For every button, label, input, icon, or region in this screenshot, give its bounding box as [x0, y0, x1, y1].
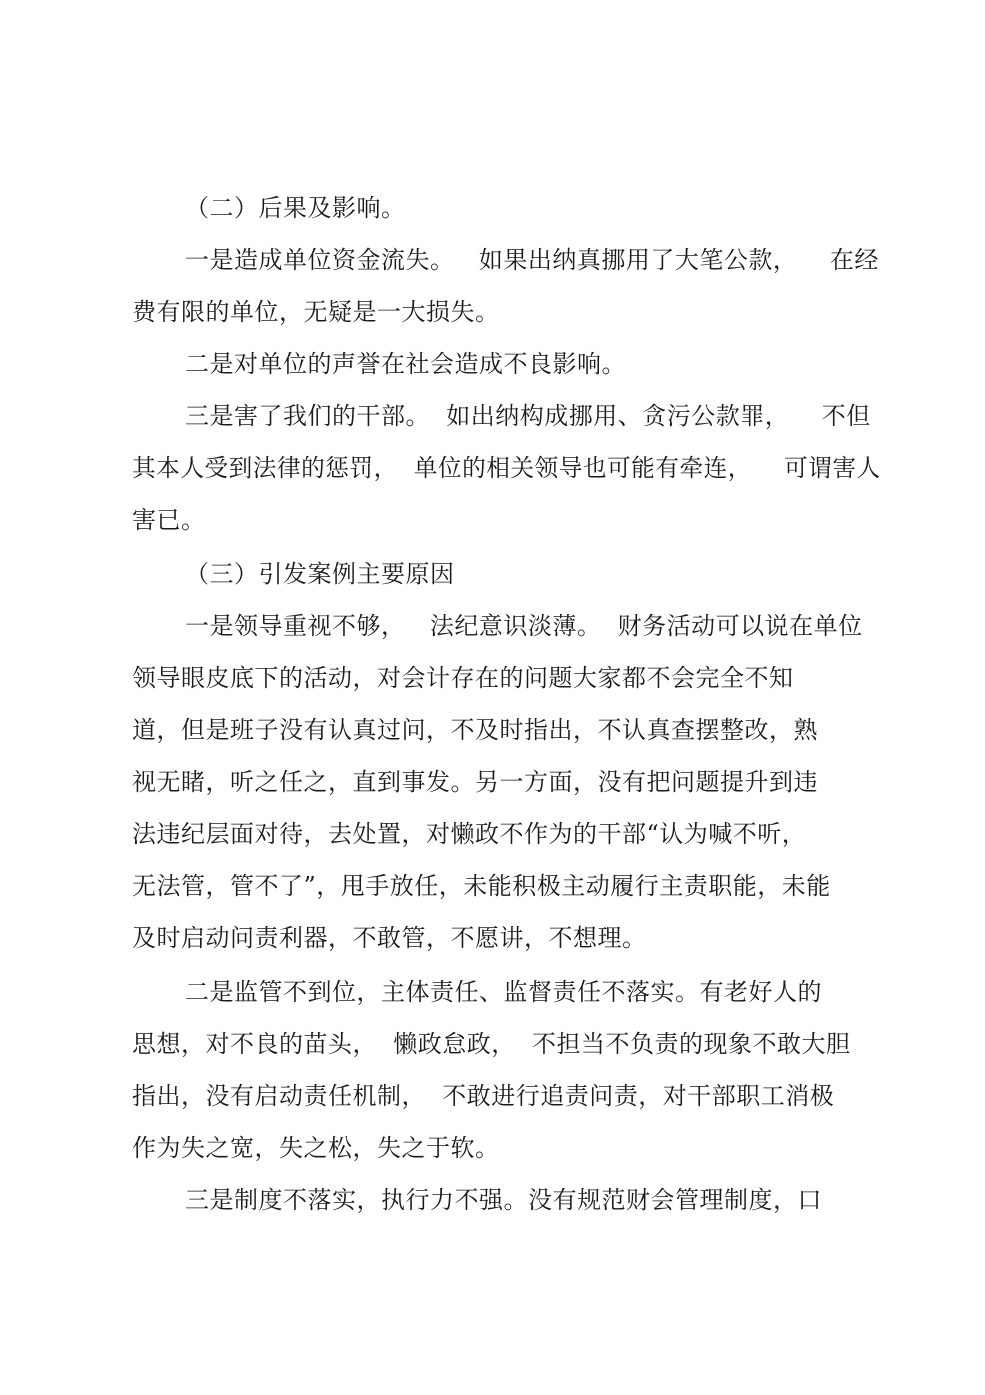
paragraph-line: 法违纪层面对待，去处置，对懒政不作为的干部“认为喊不听， [132, 820, 807, 848]
paragraph-line: 指出，没有启动责任机制， 不敢进行追责问责，对干部职工消极 [132, 1082, 835, 1110]
section-heading-causes: （三）引发案例主要原因 [185, 560, 455, 588]
paragraph-line: 一是造成单位资金流失。 如果出纳真挪用了大笔公款， 在经 [185, 246, 879, 274]
paragraph-line: 道，但是班子没有认真过问，不及时指出，不认真查摆整改，熟 [132, 716, 818, 744]
paragraph-line: 二是监管不到位，主体责任、监督责任不落实。有老好人的 [185, 978, 822, 1006]
paragraph-line: 三是害了我们的干部。 如出纳构成挪用、贪污公款罪， 不但 [185, 402, 871, 430]
paragraph-line: 作为失之宽，失之松，失之于软。 [132, 1134, 500, 1162]
section-heading-consequences: （二）后果及影响。 [185, 194, 406, 222]
paragraph-line: 二是对单位的声誉在社会造成不良影响。 [185, 350, 626, 378]
paragraph-line: 领导眼皮底下的活动，对会计存在的问题大家都不会完全不知 [132, 664, 794, 692]
paragraph-line: 无法管，管不了”，甩手放任，未能积极主动履行主责职能，未能 [132, 872, 831, 900]
paragraph-line: 三是制度不落实，执行力不强。没有规范财会管理制度，口 [185, 1186, 822, 1214]
paragraph-line: 其本人受到法律的惩罚， 单位的相关领导也可能有牵连， 可谓害人 [132, 454, 881, 482]
paragraph-line: 一是领导重视不够， 法纪意识淡薄。 财务活动可以说在单位 [185, 612, 863, 640]
paragraph-line: 费有限的单位，无疑是一大损失。 [132, 298, 500, 326]
paragraph-line: 视无睹，听之任之，直到事发。另一方面，没有把问题提升到违 [132, 768, 818, 796]
paragraph-line: 害已。 [132, 506, 206, 534]
paragraph-line: 思想，对不良的苗头， 懒政怠政， 不担当不负责的现象不敢大胆 [132, 1030, 851, 1058]
paragraph-line: 及时启动问责利器，不敢管，不愿讲，不想理。 [132, 924, 647, 952]
